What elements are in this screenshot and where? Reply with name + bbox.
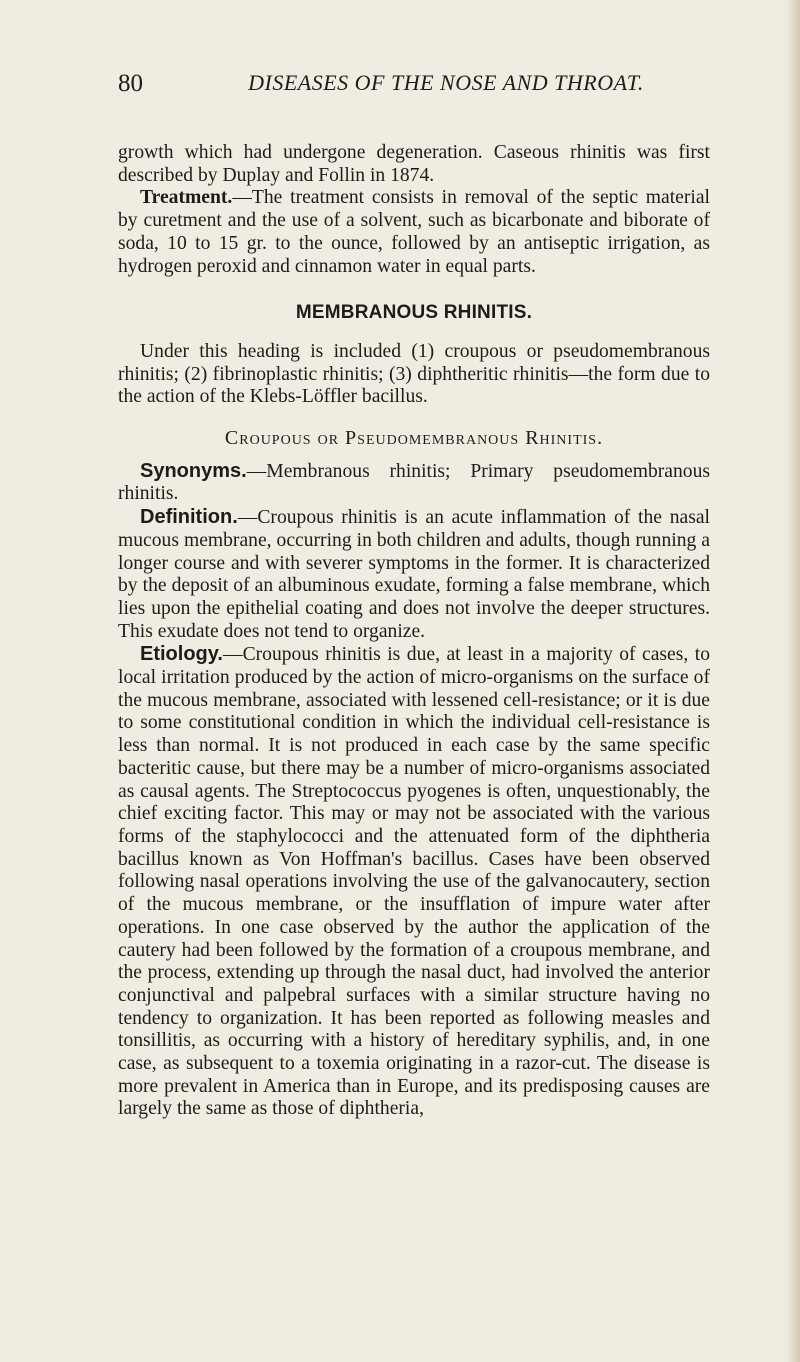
treatment-label: Treatment.	[140, 187, 233, 209]
etiology-label: Etiology.	[140, 643, 223, 666]
synonyms-paragraph	[118, 460, 710, 506]
synonyms-text: —Membranous rhinitis; Primary pseudomembranous rhinitis.	[118, 460, 710, 505]
etiology-paragraph	[118, 643, 710, 1121]
page-edge-shadow	[786, 0, 800, 1362]
body-text	[118, 142, 710, 1121]
sub-heading: Croupous or Pseudomembranous Rhinitis.	[224, 427, 604, 450]
intro-paragraph: Under this heading is included (1) croupous or pseudomembranous rhinitis; (2) fibrinoplastic rhinitis; (3) diphtheritic rhinitis—the form due to the action of the Klebs-Löffler bacillus.	[118, 340, 710, 408]
synonyms-label: Synonyms.	[140, 459, 247, 482]
page-header	[118, 64, 710, 104]
etiology-text: —Croupous rhinitis is due, at least in a majority of cases, to local irritation produced by the action of micro-organisms on the surface of the mucous membrane, associated with lessened cell-resistance; or it is due to some constitutional condition in which the individual cell-resistance is less than normal. It is not produced in each case by the same specific bacteritic cause, but there may be a number of micro-organisms associated as causal agents. The Streptococcus pyogenes is often, unquestionably, the chief exciting factor. This may or may not be associated with the various forms of the staphylococci and the attenuated form of the diphtheria bacillus known as Von Hoffman's bacillus. Cases have been observed following nasal operations involving the use of the galvanocautery, section of the mucous membrane, or the insufflation of impure water after operations. In one case observed by the author the application of the cautery had been followed by the formation of a croupous membrane, and the process, extending up through the nasal duct, had involved the anterior conjunctival and palpebral surfaces with a similar structure having no tendency to organization. It has been reported as following measles and tonsillitis, as occurring with a history of hereditary syphilis, and, in one case, as subsequent to a toxemia originating in a razor-cut. The disease is more prevalent in America than in Europe, and its predisposing causes are largely the same as those of diphtheria,	[118, 644, 710, 1120]
definition-paragraph	[118, 506, 710, 643]
continuation-paragraph: growth which had undergone degeneration. Caseous rhinitis was first described by Duplay and Follin in 1874.	[118, 142, 710, 186]
treatment-text: —The treatment consists in removal of the septic material by curetment and the use of a solvent, such as bicarbonate and biborate of soda, 10 to 15 gr. to the ounce, followed by an antiseptic irrigation, as hydrogen peroxid and cinnamon water in equal parts.	[118, 187, 710, 277]
definition-text: —Croupous rhinitis is an acute inflammation of the nasal mucous membrane, occurring in both children and adults, though running a longer course and with severer symptoms in the former. It is characterized by the deposit of an albuminous exudate, forming a false membrane, which lies upon the epithelial coating and does not involve the deeper structures. This exudate does not tend to organize.	[118, 507, 710, 642]
definition-label: Definition.	[140, 506, 238, 529]
treatment-paragraph	[118, 187, 710, 278]
page-number: 80	[118, 70, 143, 97]
section-heading: MEMBRANOUS RHINITIS.	[295, 302, 533, 324]
running-title: DISEASES OF THE NOSE AND THROAT.	[248, 70, 644, 95]
